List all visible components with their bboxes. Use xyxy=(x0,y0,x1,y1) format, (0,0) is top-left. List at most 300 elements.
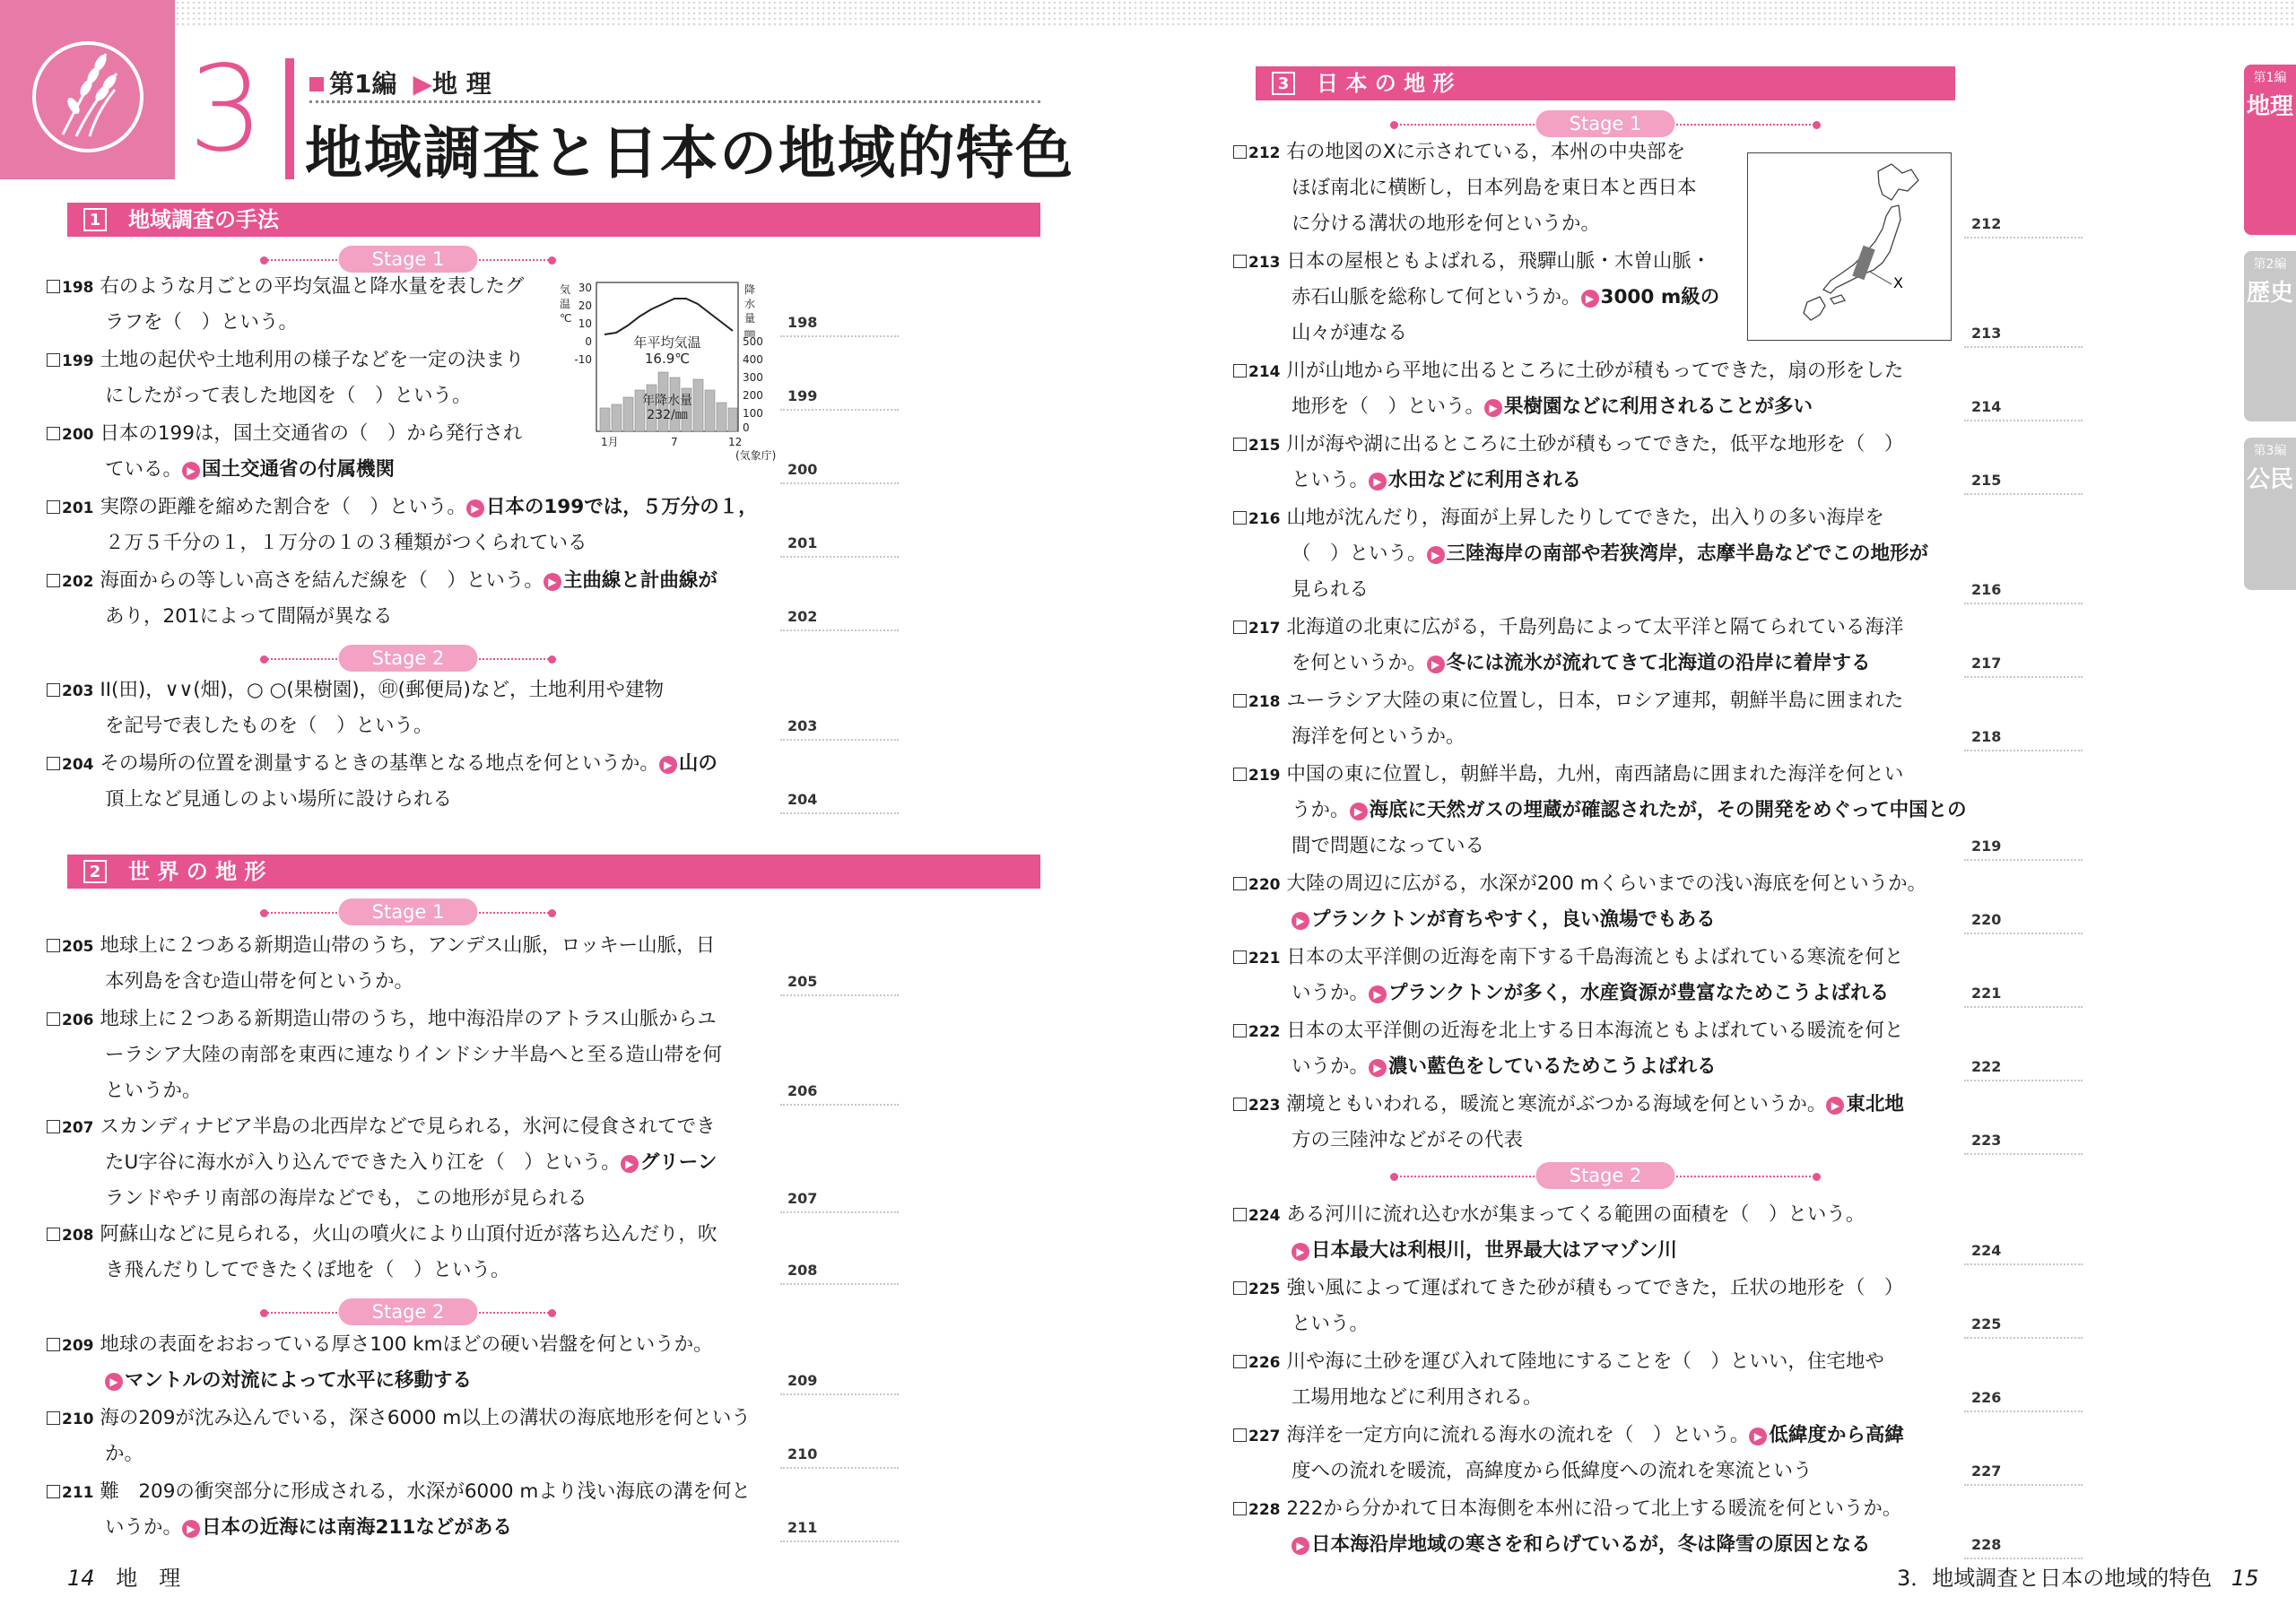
answer-number: 218 xyxy=(1971,728,2002,745)
question-line xyxy=(1292,1454,1813,1489)
hint-text: ▶ 東北地 xyxy=(1826,1093,1904,1115)
question-text: ２万５千分の１，１万分の１の３種類がつくられている xyxy=(105,532,587,554)
question-number: 227 xyxy=(1248,1428,1281,1445)
checkbox[interactable] xyxy=(1233,364,1247,378)
question-line xyxy=(1233,1418,1904,1454)
answer-blank[interactable] xyxy=(780,973,899,991)
question-text: 中国の東に位置し，朝鮮半島，九州，南西諸島に囲まれた海洋を何とい xyxy=(1280,763,1904,785)
question-text: 川が山地から平地に出るところに土砂が積もってできた，扇の形をした xyxy=(1280,360,1904,382)
answer-number: 201 xyxy=(787,534,818,551)
answer-number: 215 xyxy=(1971,472,2002,489)
answer-underline xyxy=(780,812,899,814)
question-text: 地球の表面をおおっている厚さ100 kmほどの硬い岩盤を何というか。 xyxy=(93,1333,713,1356)
checkbox[interactable] xyxy=(1233,1024,1247,1037)
question-line xyxy=(105,1073,202,1109)
hint-text: ▶ 3000 m級の xyxy=(1581,286,1720,308)
question-line xyxy=(47,746,718,782)
hint-text: ▶ 冬には流氷が流れてきて北海道の沿岸に着岸する xyxy=(1427,652,1871,674)
right-page-chapter: 3．地域調査と日本の地域的特色 xyxy=(1897,1566,2213,1591)
checkbox[interactable] xyxy=(1233,1208,1247,1221)
stage-label: Stage 2 xyxy=(339,1298,478,1325)
subject-label: 地 理 xyxy=(432,69,491,99)
section-number: 2 xyxy=(83,860,107,883)
question-line xyxy=(47,1002,717,1037)
answer-underline xyxy=(1964,1080,2083,1081)
triangle-right-icon: ▶ xyxy=(413,69,433,99)
question-line xyxy=(1292,316,1407,352)
temp-tick: 0 xyxy=(585,335,592,348)
answer-underline xyxy=(780,1283,899,1285)
question-text: 難 209の衝突部分に形成される，水深が6000 mより浅い海底の溝を何と xyxy=(93,1480,751,1503)
breadcrumb xyxy=(309,65,491,100)
answer-underline xyxy=(780,1211,899,1213)
stage-label: Stage 2 xyxy=(339,645,478,672)
answer-blank[interactable] xyxy=(780,387,899,405)
answer-underline xyxy=(780,409,899,411)
answer-number: 199 xyxy=(787,387,818,404)
answer-blank[interactable] xyxy=(1964,1132,2083,1150)
answer-underline xyxy=(780,1467,899,1469)
answer-blank[interactable] xyxy=(1964,581,2083,599)
question-number: 219 xyxy=(1248,767,1281,785)
question-line xyxy=(1233,1271,1903,1306)
answer-blank[interactable] xyxy=(780,534,899,552)
answer-number: 213 xyxy=(1971,325,2002,342)
stage-label: Stage 2 xyxy=(1536,1162,1675,1189)
precip-tick: 500 xyxy=(743,335,763,348)
checkbox[interactable] xyxy=(1233,768,1247,781)
question-number: 228 xyxy=(1248,1501,1281,1519)
chapter-number: 3 xyxy=(188,40,264,178)
answer-underline xyxy=(780,739,899,741)
question-text: 右のような月ごとの平均気温と降水量を表したグ xyxy=(93,275,525,298)
checkbox[interactable] xyxy=(47,500,60,514)
question-text: にしたがって表した地図を（ ）という。 xyxy=(105,385,472,407)
question-number: 216 xyxy=(1248,510,1281,528)
temp-tick: -10 xyxy=(574,353,592,366)
hint-arrow-icon: ▶ xyxy=(1369,985,1387,1003)
precip-axis-label: ㎜ xyxy=(744,326,756,339)
checkbox[interactable] xyxy=(1233,1502,1247,1515)
question-text: ある河川に流れ込む水が集まってくる範囲の面積を（ ）という。 xyxy=(1280,1203,1866,1226)
question-number: 223 xyxy=(1248,1097,1281,1115)
answer-number: 203 xyxy=(787,717,818,734)
hint-arrow-icon: ▶ xyxy=(182,462,200,480)
checkbox[interactable] xyxy=(1233,950,1247,964)
precip-bar xyxy=(717,403,726,431)
question-line xyxy=(1292,902,1716,938)
chart-source: (気象庁) xyxy=(735,449,777,462)
question-text: 大陸の周辺に広がる，水深が200 mくらいまでの浅い海底を何というか。 xyxy=(1280,872,1927,895)
hint-text: ▶ 日本の199では，５万分の１， xyxy=(466,496,758,518)
hint-arrow-icon: ▶ xyxy=(1427,655,1445,673)
question-line xyxy=(105,452,395,488)
answer-blank[interactable] xyxy=(1964,1389,2083,1407)
question-number: 214 xyxy=(1248,363,1281,381)
question-line xyxy=(47,343,524,378)
answer-blank[interactable] xyxy=(1964,655,2083,673)
temp-tick: 10 xyxy=(578,317,592,330)
question-number: 224 xyxy=(1248,1207,1281,1225)
answer-blank[interactable] xyxy=(1964,1058,2083,1076)
question-line xyxy=(1292,646,1871,681)
question-text: 右の地図のXに示されている，本州の中央部を xyxy=(1280,141,1686,163)
question-line xyxy=(1292,572,1369,608)
question-text: 日本の太平洋側の近海を南下する千島海流ともよばれている寒流を何と xyxy=(1280,946,1904,968)
answer-number: 222 xyxy=(1971,1058,2002,1075)
tab-part: 第2編 xyxy=(2253,257,2287,272)
answer-underline xyxy=(1964,346,2083,348)
answer-blank[interactable] xyxy=(1964,1242,2083,1260)
question-line xyxy=(1292,536,1928,572)
question-number: 222 xyxy=(1248,1023,1281,1041)
hint-arrow-icon: ▶ xyxy=(1826,1097,1844,1115)
question-text: いうか。 xyxy=(1292,982,1370,1004)
answer-number: 209 xyxy=(787,1372,818,1389)
question-number: 207 xyxy=(62,1119,94,1137)
hint-arrow-icon: ▶ xyxy=(466,499,484,517)
answer-number: 200 xyxy=(787,461,818,478)
checkbox[interactable] xyxy=(1233,694,1247,707)
section-title: 地域調査の手法 xyxy=(128,207,279,232)
question-number: 206 xyxy=(62,1011,94,1029)
hint-text: ▶ プランクトンが多く，水産資源が豊富なためこうよばれる xyxy=(1369,982,1889,1004)
checkbox[interactable] xyxy=(1233,438,1247,451)
question-text: ーラシア大陸の南部を東西に連なりインドシナ半島へと至る造山帯を何 xyxy=(105,1044,723,1066)
question-line xyxy=(1233,500,1884,536)
question-text: 222から分かれて日本海側を本州に沿って北上する暖流を何というか。 xyxy=(1280,1497,1902,1520)
hint-text: ▶ マントルの対流によって水平に移動する xyxy=(105,1369,472,1392)
hint-text: ▶ 国土交通省の付属機関 xyxy=(182,458,395,481)
checkbox[interactable] xyxy=(47,1120,60,1133)
question-line xyxy=(105,708,433,744)
answer-blank[interactable] xyxy=(780,717,899,735)
hint-arrow-icon: ▶ xyxy=(105,1373,123,1391)
answer-underline xyxy=(780,994,899,996)
answer-underline xyxy=(1964,750,2083,751)
section-number: 3 xyxy=(1272,72,1295,95)
temp-caption: 年平均気温 xyxy=(633,334,701,351)
x-tick: 12 xyxy=(728,436,743,448)
answer-number: 217 xyxy=(1971,655,2002,672)
question-text: という。 xyxy=(1292,1313,1370,1335)
question-line xyxy=(105,1253,510,1289)
checkbox[interactable] xyxy=(1233,1281,1247,1295)
question-text: ⅠⅠ(田)，∨∨(畑)，○ ○(果樹園)，㊞(郵便局)など，土地利用や建物 xyxy=(93,679,664,701)
checkbox[interactable] xyxy=(1233,877,1247,890)
question-number: 218 xyxy=(1248,693,1281,711)
answer-blank[interactable] xyxy=(780,1190,899,1208)
checkbox[interactable] xyxy=(47,353,60,367)
question-number: 212 xyxy=(1248,144,1281,162)
question-number: 203 xyxy=(62,682,94,700)
checkbox[interactable] xyxy=(47,1228,60,1241)
answer-number: 206 xyxy=(787,1082,818,1099)
question-text: ている。 xyxy=(105,458,183,481)
answer-blank[interactable] xyxy=(1964,472,2083,490)
tab-part: 第1編 xyxy=(2253,71,2287,85)
right-page-number: 15 xyxy=(2231,1566,2259,1591)
stage-label: Stage 1 xyxy=(1536,110,1675,137)
answer-blank[interactable] xyxy=(780,791,899,809)
question-text: 地球上に２つある新期造山帯のうち，地中海沿岸のアトラス山脈からユ xyxy=(93,1008,717,1030)
checkbox[interactable] xyxy=(1233,1355,1247,1368)
checkbox[interactable] xyxy=(47,939,60,952)
answer-blank[interactable] xyxy=(780,1445,899,1463)
question-line xyxy=(105,525,587,561)
answer-number: 198 xyxy=(787,314,818,331)
checkbox[interactable] xyxy=(47,1485,60,1498)
answer-blank[interactable] xyxy=(1964,1462,2083,1480)
question-line xyxy=(105,1145,717,1181)
question-text: 赤石山脈を総称して何というか。 xyxy=(1292,286,1581,308)
hint-arrow-icon: ▶ xyxy=(182,1520,200,1538)
answer-blank[interactable] xyxy=(780,1519,899,1537)
x-tick: 7 xyxy=(671,436,678,448)
temp-tick: 20 xyxy=(578,299,592,312)
answer-number: 220 xyxy=(1971,911,2002,928)
answer-underline xyxy=(1964,493,2083,495)
question-line xyxy=(1233,427,1903,463)
checkbox[interactable] xyxy=(47,427,60,440)
question-line xyxy=(1233,866,1926,902)
question-line xyxy=(1292,1306,1369,1342)
part-label: 第1編 xyxy=(329,69,397,99)
question-line xyxy=(105,599,393,635)
checkbox[interactable] xyxy=(47,280,60,293)
answer-blank[interactable] xyxy=(780,1262,899,1280)
precip-bar xyxy=(612,404,622,431)
section-header-3 xyxy=(1256,66,1955,100)
question-line xyxy=(47,490,758,525)
hint-arrow-icon: ▶ xyxy=(1484,399,1502,417)
precip-value: 232/㎜ xyxy=(647,408,688,422)
answer-blank[interactable] xyxy=(1964,1536,2083,1554)
answer-underline xyxy=(1964,1484,2083,1486)
side-tab-part3[interactable] xyxy=(2244,438,2296,590)
section-title: 日 本 の 地 形 xyxy=(1317,71,1455,96)
checkbox[interactable] xyxy=(47,1338,60,1351)
question-line xyxy=(1292,1049,1717,1085)
left-page-number: 14 xyxy=(67,1566,95,1591)
precip-tick: 300 xyxy=(743,371,763,384)
hint-text: ▶ 主曲線と計曲線が xyxy=(544,569,718,592)
hint-arrow-icon: ▶ xyxy=(1369,1059,1387,1077)
question-text: ランドやチリ南部の海岸などでも，この地形が見られる xyxy=(105,1187,587,1210)
answer-blank[interactable] xyxy=(780,1372,899,1390)
question-line xyxy=(1292,1233,1677,1269)
answer-underline xyxy=(1964,1263,2083,1265)
question-text: 山地が沈んだり，海面が上昇したりしてできた，出入りの多い海岸を xyxy=(1280,507,1884,529)
question-number: 213 xyxy=(1248,254,1281,272)
answer-underline xyxy=(780,1393,899,1395)
answer-blank[interactable] xyxy=(1964,325,2083,343)
question-text: 度への流れを暖流，高緯度から低緯度への流れを寒流という xyxy=(1292,1460,1813,1482)
answer-number: 227 xyxy=(1971,1462,2002,1480)
question-number: 202 xyxy=(62,573,94,591)
answer-blank[interactable] xyxy=(780,461,899,479)
question-text: ラフを（ ）という。 xyxy=(105,311,299,334)
question-text: 地球上に２つある新期造山帯のうち，アンデス山脈，ロッキー山脈，日 xyxy=(93,934,716,957)
tab-part: 第3編 xyxy=(2253,444,2287,458)
question-text: 海の209が沈み込んでいる，深さ6000 m以上の溝状の海底地形を何という xyxy=(93,1407,751,1429)
section-number: 1 xyxy=(83,208,107,231)
section-title: 世 界 の 地 形 xyxy=(128,859,266,884)
question-line xyxy=(47,1327,713,1363)
hint-text: ▶ 濃い藍色をしているためこうよばれる xyxy=(1369,1055,1717,1078)
checkbox[interactable] xyxy=(1233,255,1247,268)
question-number: 205 xyxy=(62,938,94,956)
answer-underline xyxy=(1964,420,2083,421)
question-text: に分ける溝状の地形を何というか。 xyxy=(1292,213,1601,235)
question-text: あり，201によって間隔が異なる xyxy=(105,605,393,628)
question-line xyxy=(1233,757,1903,793)
hint-text: ▶ プランクトンが育ちやすく，良い漁場でもある xyxy=(1292,908,1716,931)
chapter-divider xyxy=(285,58,294,179)
hint-arrow-icon: ▶ xyxy=(659,756,677,774)
hint-arrow-icon: ▶ xyxy=(1749,1428,1767,1445)
question-line xyxy=(1233,353,1903,389)
checkbox[interactable] xyxy=(1233,621,1247,634)
answer-blank[interactable] xyxy=(780,608,899,626)
hint-text: ▶ 海底に天然ガスの埋蔵が確認されたが，その開発をめぐって中国との xyxy=(1350,799,1967,821)
question-line xyxy=(1292,829,1484,864)
precip-axis-label: 量 xyxy=(744,312,756,325)
question-text: 海面からの等しい高さを結んだ線を（ ）という。 xyxy=(93,569,544,592)
answer-blank[interactable] xyxy=(780,314,899,332)
question-line xyxy=(1292,389,1813,425)
question-text: 阿蘇山などに見られる，火山の噴火により山頂付近が落ち込んだり，吹 xyxy=(93,1223,718,1245)
question-text: いうか。 xyxy=(105,1516,183,1539)
hint-text: ▶ 日本の近海には南海211などがある xyxy=(182,1516,512,1539)
precip-bar xyxy=(728,408,737,431)
question-line xyxy=(1233,1197,1865,1233)
question-text: ユーラシア大陸の東に位置し，日本，ロシア連邦，朝鮮半島に囲まれた xyxy=(1280,690,1904,712)
question-text: 日本の太平洋側の近海を北上する日本海流ともよばれている暖流を何と xyxy=(1280,1020,1904,1042)
question-text: 海洋を何というか。 xyxy=(1292,725,1465,748)
answer-blank[interactable] xyxy=(1964,1315,2083,1333)
hint-arrow-icon: ▶ xyxy=(544,573,561,591)
checkbox[interactable] xyxy=(47,683,60,697)
hint-text: ▶ 果樹園などに利用されることが多い xyxy=(1484,395,1813,418)
question-line xyxy=(105,1037,722,1073)
answer-number: 208 xyxy=(787,1262,818,1279)
answer-underline xyxy=(780,556,899,558)
question-number: 208 xyxy=(62,1227,94,1245)
answer-blank[interactable] xyxy=(1964,398,2083,416)
hint-arrow-icon: ▶ xyxy=(1292,912,1309,930)
question-line xyxy=(1292,170,1697,206)
question-number: 201 xyxy=(62,499,94,517)
answer-blank[interactable] xyxy=(1964,728,2083,746)
question-line xyxy=(1292,1123,1523,1159)
question-line xyxy=(105,1436,144,1472)
hint-text: ▶ 山の xyxy=(659,752,718,775)
question-number: 217 xyxy=(1248,620,1281,638)
question-text: スカンディナビア半島の北西岸などで見られる，氷河に侵食されてでき xyxy=(93,1115,716,1138)
checkbox[interactable] xyxy=(47,757,60,770)
answer-blank[interactable] xyxy=(780,1082,899,1100)
side-tab-part1[interactable] xyxy=(2244,65,2296,235)
temp-value: 16.9℃ xyxy=(644,351,691,367)
chapter-title: 地域調査と日本の地域的特色 xyxy=(305,121,1074,187)
answer-blank[interactable] xyxy=(1964,215,2083,233)
checkbox[interactable] xyxy=(1233,1098,1247,1111)
tab-subject: 地理 xyxy=(2246,93,2293,120)
question-line xyxy=(1292,206,1600,242)
question-line xyxy=(1233,940,1903,976)
question-line xyxy=(105,1510,512,1546)
answer-underline xyxy=(780,1104,899,1106)
answer-number: 221 xyxy=(1971,985,2002,1002)
hint-text: ▶ 水田などに利用される xyxy=(1369,469,1581,491)
question-line xyxy=(1292,793,1967,829)
checkbox[interactable] xyxy=(47,574,60,587)
stage-divider xyxy=(1390,1160,1821,1193)
answer-blank[interactable] xyxy=(1964,911,2083,929)
answer-underline xyxy=(1964,933,2083,934)
question-line xyxy=(1292,1380,1543,1416)
question-line xyxy=(47,416,522,452)
question-line xyxy=(47,563,718,599)
question-text: いうか。 xyxy=(1292,1055,1370,1078)
answer-blank[interactable] xyxy=(1964,838,2083,855)
stage-divider xyxy=(260,1297,556,1329)
japan-map xyxy=(1747,152,1952,341)
precip-bar xyxy=(600,408,610,431)
checkbox[interactable] xyxy=(1233,511,1247,525)
question-number: 215 xyxy=(1248,437,1281,455)
hint-arrow-icon: ▶ xyxy=(1350,803,1368,820)
answer-number: 212 xyxy=(1971,215,2002,232)
question-text: という。 xyxy=(1292,469,1370,491)
question-line xyxy=(1233,1491,1901,1527)
stage-divider xyxy=(260,897,556,929)
hint-arrow-icon: ▶ xyxy=(1292,1243,1309,1261)
question-line xyxy=(47,1474,751,1510)
question-text: 頂上など見通しのよい場所に設けられる xyxy=(105,788,453,811)
stage-divider xyxy=(260,643,556,675)
side-tab-part2[interactable] xyxy=(2244,251,2296,421)
question-line xyxy=(105,964,413,1000)
answer-underline xyxy=(780,1541,899,1542)
question-number: 199 xyxy=(62,352,94,370)
question-line xyxy=(47,269,524,305)
answer-blank[interactable] xyxy=(1964,985,2083,1002)
temp-axis-label: 温 xyxy=(560,298,571,310)
answer-underline xyxy=(1964,676,2083,678)
answer-underline xyxy=(780,482,899,484)
checkbox[interactable] xyxy=(47,1012,60,1026)
precip-tick: 200 xyxy=(743,389,763,402)
hint-text: ▶ 日本最大は利根川，世界最大はアマゾン川 xyxy=(1292,1239,1677,1262)
chapter-logo xyxy=(0,0,175,179)
checkbox[interactable] xyxy=(1233,1428,1247,1442)
question-line xyxy=(1292,719,1465,755)
question-text: 実際の距離を縮めた割合を（ ）という。 xyxy=(93,496,466,518)
precip-tick: 100 xyxy=(743,407,763,420)
answer-number: 211 xyxy=(787,1519,818,1536)
answer-number: 219 xyxy=(1971,838,2002,855)
checkbox[interactable] xyxy=(47,1411,60,1425)
hint-arrow-icon: ▶ xyxy=(1427,546,1445,564)
hint-arrow-icon: ▶ xyxy=(1581,290,1599,308)
question-line xyxy=(105,1181,587,1217)
checkbox[interactable] xyxy=(1233,145,1247,159)
question-text: を何というか。 xyxy=(1292,652,1427,674)
question-line xyxy=(1292,1527,1871,1563)
answer-underline xyxy=(1964,237,2083,239)
